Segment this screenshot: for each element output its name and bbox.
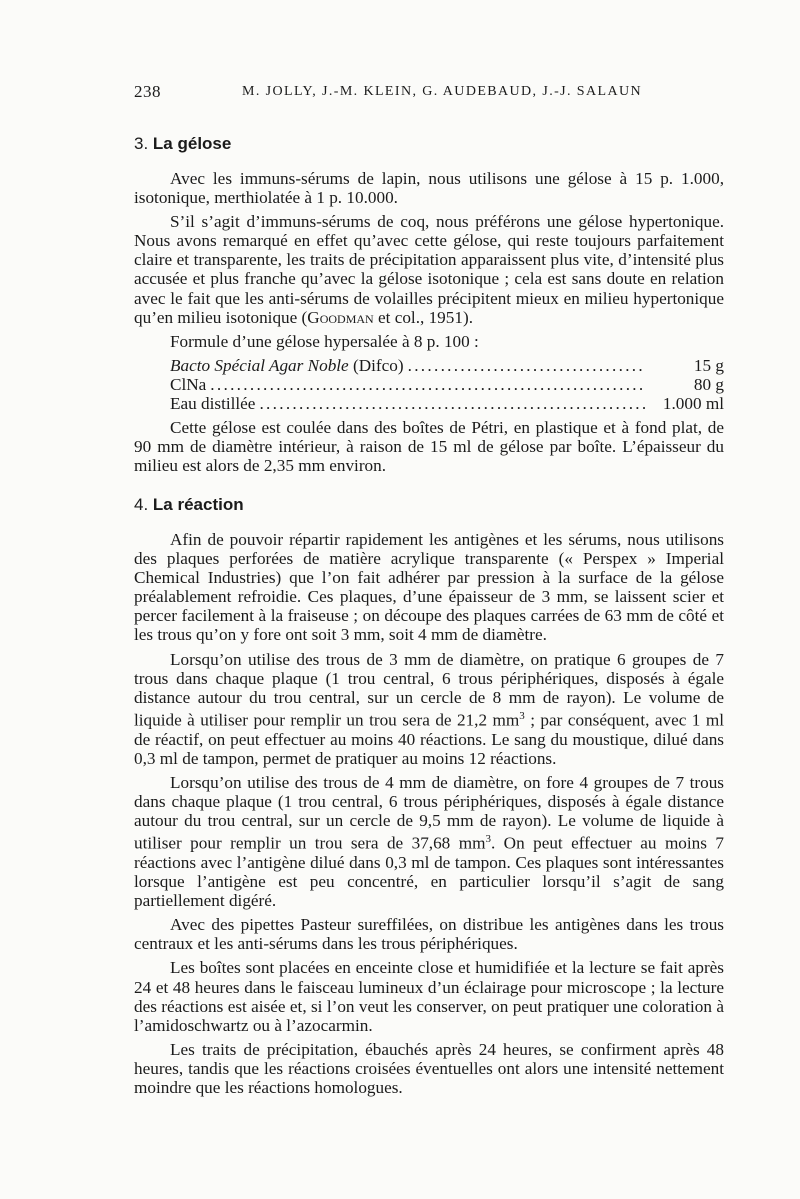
formula-quantity: 80 g: [693, 374, 724, 394]
section-4-heading: [134, 495, 244, 515]
section-3-title: La gélose: [152, 134, 232, 153]
section-4-title: La réaction: [152, 495, 244, 514]
section-4-paragraph-5: Les boîtes sont placées en enceinte close et humidifiée et la lecture se fait après 24 et 48 heures dans le faisceau lumineux d’un éclairage pour microscope ; la lecture des réactions est aisée et, si l’on veut les conserver, on peut pratiquer une coloration à l’amidoschwartz ou à l’azocarmin.: [134, 958, 724, 1035]
section-3-paragraph-2: S’il s’agit d’immuns-sérums de coq, nous préférons une gélose hypertonique. Nous avons remarqué en effet qu’avec cette gélose, qui reste toujours parfaitement claire et transparente, les traits de précipitation apparaissent plus vite, d’intensité plus accusée et plus franche qu’avec la gélose isotonique ; cela est sans doute en relation avec le fait que les anti-sérums de volailles précipitent mieux en milieu hypertonique qu’en milieu isotonique (Goodman et col., 1951).: [134, 212, 724, 327]
formula-list: [170, 356, 724, 413]
formula-quantity: 1.000 ml: [662, 394, 724, 414]
formula-quantity: 15 g: [693, 355, 724, 375]
section-3-heading: [134, 134, 231, 154]
section-4-paragraph-2: Lorsqu’on utilise des trous de 3 mm de diamètre, on pratique 6 groupes de 7 trous dans chaque plaque (1 trou central, 6 trous périphériques, disposés à égale distance autour du trou central, sur un cercle de 8 mm de rayon). Le volume de liquide à utiliser pour remplir un trou sera de 21,2 $mm^3$ ; par conséquent, avec 1 ml de réactif, on peut effectuer au moins 40 réactions. Le sang du moustique, dilué dans 0,3 ml de tampon, permet de pratiquer au moins 12 réactions.: [134, 649, 724, 768]
section-3-number: 3.: [134, 134, 149, 153]
citation-author: Goodman: [307, 307, 374, 327]
formula-row: ClNa . . . 80 g: [170, 375, 724, 394]
section-4-body: [134, 530, 724, 1102]
section-3-body: [134, 169, 724, 480]
running-head-authors: M. JOLLY, J.-M. KLEIN, G. AUDEBAUD, J.-J. SALAUN: [242, 84, 642, 99]
section-4-number: 4.: [134, 495, 149, 514]
formula-intro: Formule d’une gélose hypersalée à 8 p. 100 :: [170, 331, 479, 351]
section-3-paragraph-3: Cette gélose est coulée dans des boîtes de Pétri, en plastique et à fond plat, de 90 mm de diamètre intérieur, à raison de 15 ml de gélose par boîte. L’épaisseur du milieu est alors de 2,35 mm environ.: [134, 418, 724, 476]
page-number: 238: [134, 82, 161, 101]
section-4-paragraph-4: Avec des pipettes Pasteur sureffilées, on distribue les antigènes dans les trous centraux et les anti-sérums dans les trous périphériques.: [134, 915, 724, 954]
formula-row: Bacto Spécial Agar Noble (Difco) . . . 15 g: [170, 356, 724, 375]
section-3-paragraph-1: Avec les immuns-sérums de lapin, nous utilisons une gélose à 15 p. 1.000, isotonique, merthiolatée à 1 p. 10.000.: [134, 169, 724, 208]
section-4-paragraph-6: Les traits de précipitation, ébauchés après 24 heures, se confirment après 48 heures, tandis que les réactions croisées éventuelles ont alors une intensité nettement moindre que les réactions homologues.: [134, 1039, 724, 1097]
formula-row: Eau distillée . . . 1.000 ml: [170, 394, 724, 413]
section-4-paragraph-1: Afin de pouvoir répartir rapidement les antigènes et les sérums, nous utilisons des plaques perforées de matière acrylique transparente (« Perspex » Imperial Chemical Industries) que l’on fait adhérer par pression à la surface de la gélose préalablement refroidie. Ces plaques, d’une épaisseur de 3 mm, se laissent scier et percer facilement à la fraiseuse ; on découpe des plaques carrées de 63 mm de côté et les trous qu’on y fore ont soit 3 mm, soit 4 mm de diamètre.: [134, 530, 724, 645]
section-4-paragraph-3: Lorsqu’on utilise des trous de 4 mm de diamètre, on fore 4 groupes de 7 trous dans chaque plaque (1 trou central, 6 trous périphériques, disposés à égale distance autour du trou central, sur un cercle de 9,5 mm de rayon). Le volume de liquide à utiliser pour remplir un trou sera de 37,68 $mm^3$. On peut effectuer au moins 7 réactions avec l’antigène dilué dans 0,3 ml de tampon. Ces plaques sont intéressantes lorsque l’antigène est peu concentré, en particulier lorsqu’il s’agit de sang partiellement digéré.: [134, 772, 724, 911]
